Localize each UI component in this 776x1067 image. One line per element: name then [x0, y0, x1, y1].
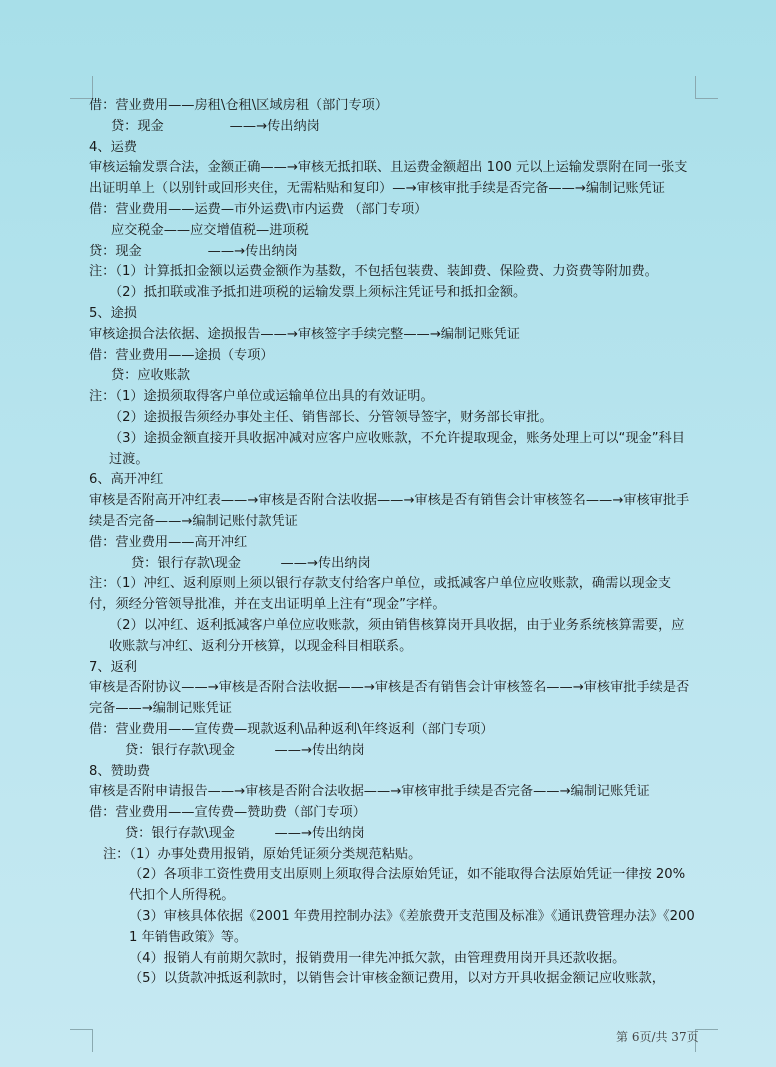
- section-heading: 8、赞助费: [89, 763, 151, 779]
- entry-line: 借：营业费用——高开冲红: [89, 534, 248, 550]
- entry-line: 贷：银行存款\现金 ——→传出纳岗: [131, 555, 371, 571]
- entry-line: 贷：银行存款\现金 ——→传出纳岗: [125, 742, 365, 758]
- entry-line: 贷：应收账款: [111, 368, 191, 384]
- note-line: 注：（1）途损须取得客户单位或运输单位出具的有效证明。: [89, 389, 434, 405]
- section-heading: 7、返利: [89, 659, 137, 675]
- note-line: 注：（1）办事处费用报销，原始凭证须分类规范粘贴。: [103, 846, 422, 862]
- entry-line: 贷：银行存款\现金 ——→传出纳岗: [125, 825, 365, 841]
- note-line: （2）途损报告须经办事处主任、销售部长、分管领导签字，财务部长审批。: [109, 409, 553, 425]
- note-line: 注：（1）计算抵扣金额以运费金额作为基数，不包括包装费、装卸费、保险费、力资费等附加费。: [89, 264, 658, 280]
- paragraph: 审核是否附申请报告——→审核是否附合法收据——→审核审批手续是否完备——→编制记账凭证: [89, 784, 650, 800]
- entry-line: 借：营业费用——途损（专项）: [89, 347, 274, 363]
- note-line: （2）以冲红、返利抵减客户单位应收账款，须由销售核算岗开具收据，由于业务系统核算需要，应收账款与冲红、返利分开核算，以现金科目相联系。: [109, 617, 685, 654]
- section-heading: 4、运费: [89, 139, 137, 155]
- section-heading: 6、高开冲红: [89, 472, 164, 488]
- crop-mark-top-right: [695, 76, 718, 99]
- entry-line: 贷：现金 ——→传出纳岗: [89, 243, 298, 259]
- entry-line: 借：营业费用——房租\仓租\区域房租（部门专项）: [89, 98, 389, 113]
- entry-line: 贷：现金 ——→传出纳岗: [111, 118, 320, 134]
- entry-line: 借：营业费用——宣传费—现款返利\品种返利\年终返利（部门专项）: [89, 721, 494, 737]
- paragraph: 审核运输发票合法，金额正确——→审核无抵扣联、且运费金额超出 100 元以上运输发票附在同一张支出证明单上（以别针或回形夹住，无需粘贴和复印）—→审核审批手续是否完备——→编制记账凭证: [89, 160, 688, 197]
- note-line: （2）抵扣联或准予抵扣进项税的运输发票上须标注凭证号和抵扣金额。: [109, 285, 527, 301]
- paragraph: 审核是否附高开冲红表——→审核是否附合法收据——→审核是否有销售会计审核签名——→审核审批手续是否完备——→编制记账付款凭证: [89, 493, 690, 529]
- entry-line: 应交税金——应交增值税—进项税: [111, 222, 309, 238]
- document-body: [89, 96, 697, 990]
- crop-mark-bottom-left: [70, 1029, 93, 1052]
- note-line: （3）途损金额直接开具收据冲减对应客户应收账款，不允许提取现金，账务处理上可以“现金”科目过渡。: [109, 430, 685, 467]
- note-line: （3）审核具体依据《2001 年费用控制办法》《差旅费开支范围及标准》《通讯费管理办法》《2001 年销售政策》等。: [129, 909, 695, 945]
- page-number: 第 6页/共 37页: [616, 1030, 699, 1044]
- entry-line: 借：营业费用——宣传费—赞助费（部门专项）: [89, 805, 366, 821]
- note-line: （4）报销人有前期欠款时，报销费用一律先冲抵欠款，由管理费用岗开具还款收据。: [129, 950, 626, 966]
- section-heading: 5、途损: [89, 305, 137, 321]
- paragraph: 审核途损合法依据、途损报告——→审核签字手续完整——→编制记账凭证: [89, 326, 520, 342]
- entry-line: 借：营业费用——运费—市外运费\市内运费 （部门专项）: [89, 201, 428, 217]
- note-line: （2）各项非工资性费用支出原则上须取得合法原始凭证，如不能取得合法原始凭证一律按 20%代扣个人所得税。: [129, 867, 686, 904]
- paragraph: 审核是否附协议——→审核是否附合法收据——→审核是否有销售会计审核签名——→审核审批手续是否完备——→编制记账凭证: [89, 680, 690, 717]
- note-line: 注：（1）冲红、返利原则上须以银行存款支付给客户单位，或抵减客户单位应收账款，确需以现金支付，须经分管领导批准，并在支出证明单上注有“现金”字样。: [89, 576, 672, 613]
- note-line: （5）以货款冲抵返利款时，以销售会计审核金额记费用，以对方开具收据金额记应收账款，: [129, 971, 665, 987]
